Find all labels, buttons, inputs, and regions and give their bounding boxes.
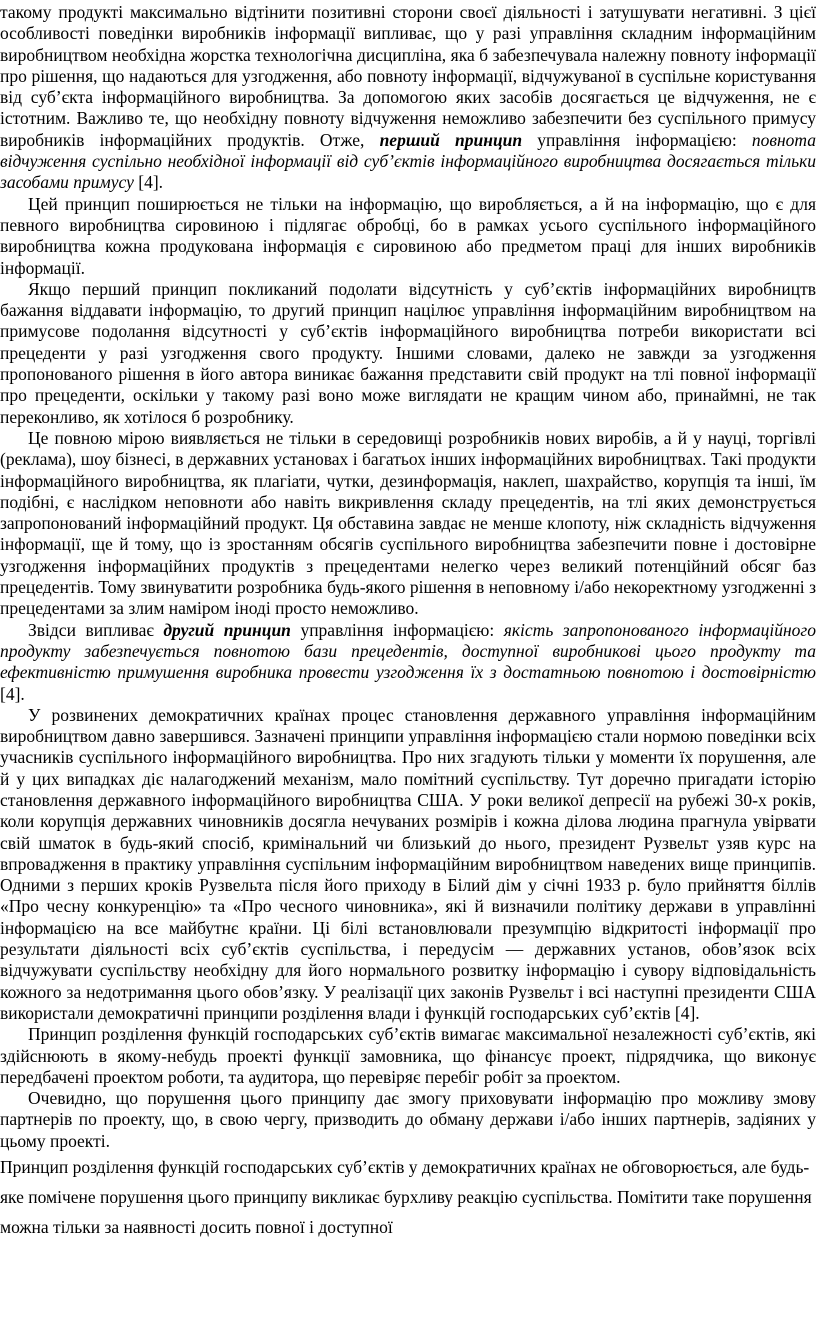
paragraph-1-reference: [4]. [133, 172, 164, 193]
paragraph-3: Якщо перший принцип покликаний подолати відсутність у суб’єктів інформаційних виробництв бажання віддавати інформацію, то другий принцип націлює управління інформаційним виробництвом на примусове подолання відсутності у суб’єктів інформаційного виробництва потреби використати всі прецеденти у разі узгодження свого продукту. Іншими словами, далеко не завжди за узгодження пропонованого рішення в його автора виникає бажання представити свій продукт на тлі повної інформації про прецеденти, оскільки у такому разі воно може виглядати не кращим чином або, принаймні, не так переконливо, як хотілося б розробнику. [0, 278, 816, 427]
first-principle-definition: повнота відчуження суспільно необхідної інформації від суб’єктів інформаційного виробництва досягається тільки засобами примусу [0, 129, 816, 193]
paragraph-9: Принцип розділення функцій господарських суб’єктів у демократичних країнах не обговорюється, але будь-яке помічене порушення цього принципу викликає бурхливу реакцію суспільства. Помітити таке порушення можна тільки за наявності досить повної і доступної [0, 1157, 812, 1238]
paragraph-2: Цей принцип поширюється не тільки на інформацію, що виробляється, а й на інформацію, що є для певного виробництва сировиною і підлягає обробці, бо в рамках усього суспільного інформаційного виробництва кожна продукована інформація є сировиною або предметом праці для інших виробників інформації. [0, 193, 816, 278]
paragraph-8: Очевидно, що порушення цього принципу дає змогу приховувати інформацію про можливу змову партнерів по проекту, що, в свою чергу, призводить до обману держави і/або інших партнерів, задіяних у цьому проекті. [0, 1088, 816, 1151]
paragraph-5-text: Звідси випливає [28, 619, 164, 640]
first-principle-term: перший принцип [379, 129, 523, 150]
paragraph-5 [0, 620, 816, 705]
paragraph-6: У розвинених демократичних країнах процес становлення державного управління інформаційним виробництвом давно завершився. Зазначені принципи управління інформацією стали нормою поведінки всіх учасників суспільного інформаційного виробництва. Про них згадують тільки у моменти їх порушення, але й у цих випадках діє налагоджений механізм, мало помітний суспільству. Тут доречно пригадати історію становлення державного інформаційного виробництва США. У роки великої депресії на рубежі 30-х років, коли корупція державних чиновників досягла нечуваних розмірів і кожна ділова людина прагнула увірвати свій шматок в будь-який спосіб, кримінальний чи близький до нього, президент Рузвельт узяв курс на впровадження в практику управління суспільним інформаційним виробництвом наведених вище принципів. Одними з перших кроків Рузвельта після його приходу в Білий дім у січні 1933 р. було прийняття біллів «Про чесну конкуренцію» та «Про чесного чиновника», які й визначили політику держави в управлінні інформацією на все майбутнє країни. Ці білі встановлювали презумпцію відкритості інформації про результати діяльності всіх суб’єктів суспільства, і передусім — державних установ, обов’язок всіх відчужувати суспільству необхідну для його нормального розвитку інформацію і сувору відповідальність кожного за недотримання цього обов’язку. У реалізації цих законів Рузвельт і всі наступні президенти США використали демократичні принципи розділення влади і функцій господарських суб’єктів [4]. [0, 704, 816, 1023]
paragraph-5-text-2: управління інформацією: [290, 619, 504, 640]
paragraph-1-text: такому продукті максимально відтінити позитивні сторони своєї діяльності і затушувати негативні. З цієї особливості поведінки виробників інформації випливає, що у разі управління складним інформаційним виробництвом необхідна жорстка технологічна дисципліна, яка б забезпечувала належну повноту інформації про рішення, що надаються для узгодження, або повноту інформації, відчужуваної в суспільне користування від суб’єкта інформаційного виробництва. За допомогою яких засобів досягається це відчуження, не є істотним. Важливо те, що необхідну повноту відчуження неможливо забезпечити без суспільного примусу виробників інформаційних продуктів. Отже, [0, 2, 816, 150]
paragraph-5-reference: [4]. [0, 683, 25, 704]
paragraph-7: Принцип розділення функцій господарських суб’єктів вимагає максимальної незалежності суб’єктів, які здійснюють в якому-небудь проекті функції замовника, що фінансує проект, підрядчика, що виконує передбачені проектом роботи, та аудитора, що перевіряє перебіг робіт за проектом. [0, 1024, 816, 1087]
paragraph-1-text-2: управління інформацією: [522, 129, 752, 150]
paragraph-1 [0, 2, 816, 194]
second-principle-term: другий принцип [163, 619, 291, 640]
paragraph-4: Це повною мірою виявляється не тільки в середовищі розробників нових виробів, а й у науці, торгівлі (реклама), шоу бізнесі, в державних установах і багатьох інших інформаційних виробництвах. Такі продукти інформаційного виробництва, як плагіати, чутки, дезинформація, наклеп, шахрайство, корупція та інші, їм подібні, є наслідком неповноти або навіть викривлення складу прецедентів, на тлі яких демонструється запропонований інформаційний продукт. Ця обставина завдає не менше клопоту, ніж складність відчуження інформації, ще й тому, що із зростанням обсягів суспільного виробництва забезпечити повне і достовірне узгодження інформаційних продуктів з прецедентами нелегко через великий потенційний обсяг баз прецедентів. Тому звинуватити розробника будь-якого рішення в неповному і/або некоректному узгодженні з прецедентами за злим наміром іноді просто неможливо. [0, 427, 816, 619]
second-principle-definition: якість запропонованого інформаційного продукту забезпечується повнотою бази прецедентів, доступної виробникові цього продукту та ефективністю примушення виробника провести узгодження їх з достатньою повнотою і достовірністю [0, 619, 816, 683]
